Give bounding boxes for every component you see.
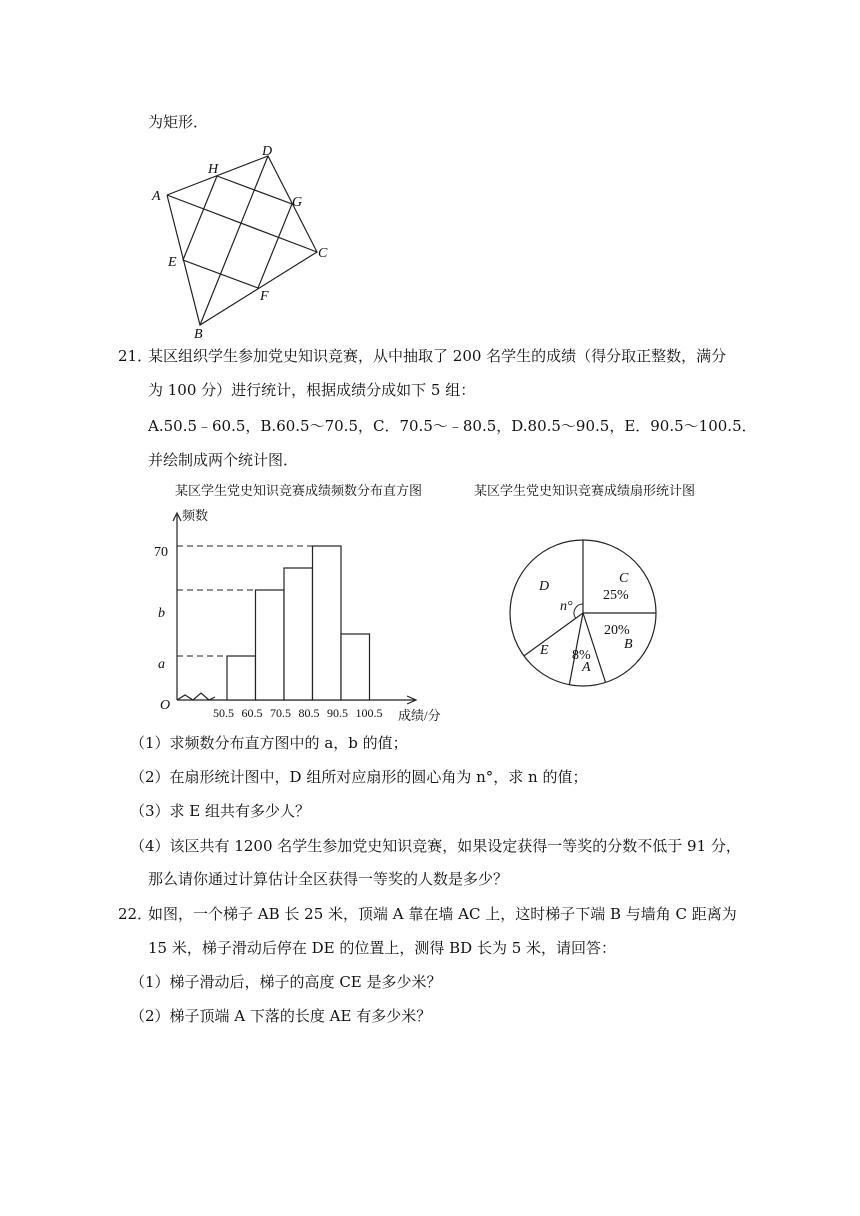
q22-line1: 如图，一个梯子 AB 长 25 米，顶端 A 靠在墙 AC 上，这时梯子下端 B 与墙角 C 距离为: [148, 905, 737, 923]
pie-text-d: n°: [560, 599, 573, 614]
q22-line2: 15 米，梯子滑动后停在 DE 的位置上，测得 BD 长为 5 米，请回答：: [148, 939, 617, 957]
outer-quad: [167, 156, 317, 325]
label-b: B: [194, 327, 203, 338]
label-a: A: [152, 189, 161, 204]
label-e: E: [168, 255, 177, 270]
pie-chart: [505, 535, 665, 695]
pie-label-b: B: [624, 637, 633, 652]
q21-sub2: （2）在扇形统计图中，D 组所对应扇形的圆心角为 n°，求 n 的值；: [130, 768, 588, 786]
pie-label-c: C: [619, 571, 629, 586]
q21-sub1: （1）求频数分布直方图中的 a，b 的值；: [130, 734, 408, 752]
intro-line: 为矩形．: [148, 113, 209, 131]
label-d: D: [262, 144, 273, 159]
pie-text-b: 20%: [604, 623, 630, 638]
q21-line1: 某区组织学生参加党史知识竞赛，从中抽取了 200 名学生的成绩（得分取正整数，满分: [148, 347, 727, 365]
pie-label-e: E: [540, 643, 549, 658]
pie-text-c: 25%: [603, 588, 629, 603]
diagonal-bd: [200, 156, 268, 325]
pie-title: 某区学生党史知识竞赛成绩扇形统计图: [474, 484, 696, 499]
pie-label-d: D: [539, 579, 550, 594]
q21-sub3: （3）求 E 组共有多少人？: [130, 802, 311, 820]
histogram-bar: [256, 590, 285, 700]
x-axis-title: 成绩/分: [398, 708, 441, 723]
y-tick-a: a: [158, 657, 165, 672]
histogram-bar: [341, 634, 370, 700]
q21-line4: 并绘制成两个统计图．: [148, 451, 299, 469]
axis-break-zigzag: [177, 693, 215, 700]
pie-label-a: A: [582, 660, 591, 675]
histogram-bar: [227, 656, 256, 700]
x-tick-label: 100.5: [355, 706, 383, 720]
q21-number: 21．: [118, 347, 153, 365]
q22-number: 22．: [118, 905, 153, 923]
label-h: H: [208, 162, 219, 177]
label-c: C: [318, 246, 328, 261]
label-g: G: [292, 195, 303, 210]
x-tick-label: 80.5: [298, 706, 320, 720]
pie-text-a: 8%: [572, 648, 591, 663]
x-tick-label: 70.5: [270, 706, 291, 720]
histogram-chart: [150, 505, 460, 725]
histogram-bar: [284, 568, 313, 700]
histogram-title: 某区学生党史知识竞赛成绩频数分布直方图: [175, 484, 423, 499]
x-tick-label: 60.5: [241, 706, 263, 720]
q22-sub1: （1）梯子滑动后，梯子的高度 CE 是多少米？: [130, 973, 442, 991]
q21-sub4b: 那么请你通过计算估计全区获得一等奖的人数是多少？: [148, 870, 509, 888]
y-tick-70: 70: [154, 545, 168, 560]
label-f: F: [260, 289, 269, 304]
q21-line3: A.50.5﹣60.5，B.60.5～70.5，C．70.5～﹣80.5，D.80.5～90.5，E．90.5～100.5．: [148, 417, 757, 435]
q22-sub2: （2）梯子顶端 A 下落的长度 AE 有多少米？: [130, 1007, 432, 1025]
q21-line2: 为 100 分）进行统计，根据成绩分成如下 5 组：: [148, 381, 476, 399]
x-tick-label: 50.5: [213, 706, 234, 720]
y-tick-b: b: [158, 606, 165, 621]
q21-sub4a: （4）该区共有 1200 名学生参加党史知识竞赛，如果设定获得一等奖的分数不低于 91 分，: [130, 837, 741, 855]
quadrilateral-figure: [140, 138, 340, 338]
histogram-bar: [313, 546, 342, 700]
x-tick-label: 90.5: [327, 706, 348, 720]
origin-label: O: [160, 698, 171, 713]
y-axis-title: 频数: [182, 508, 209, 523]
